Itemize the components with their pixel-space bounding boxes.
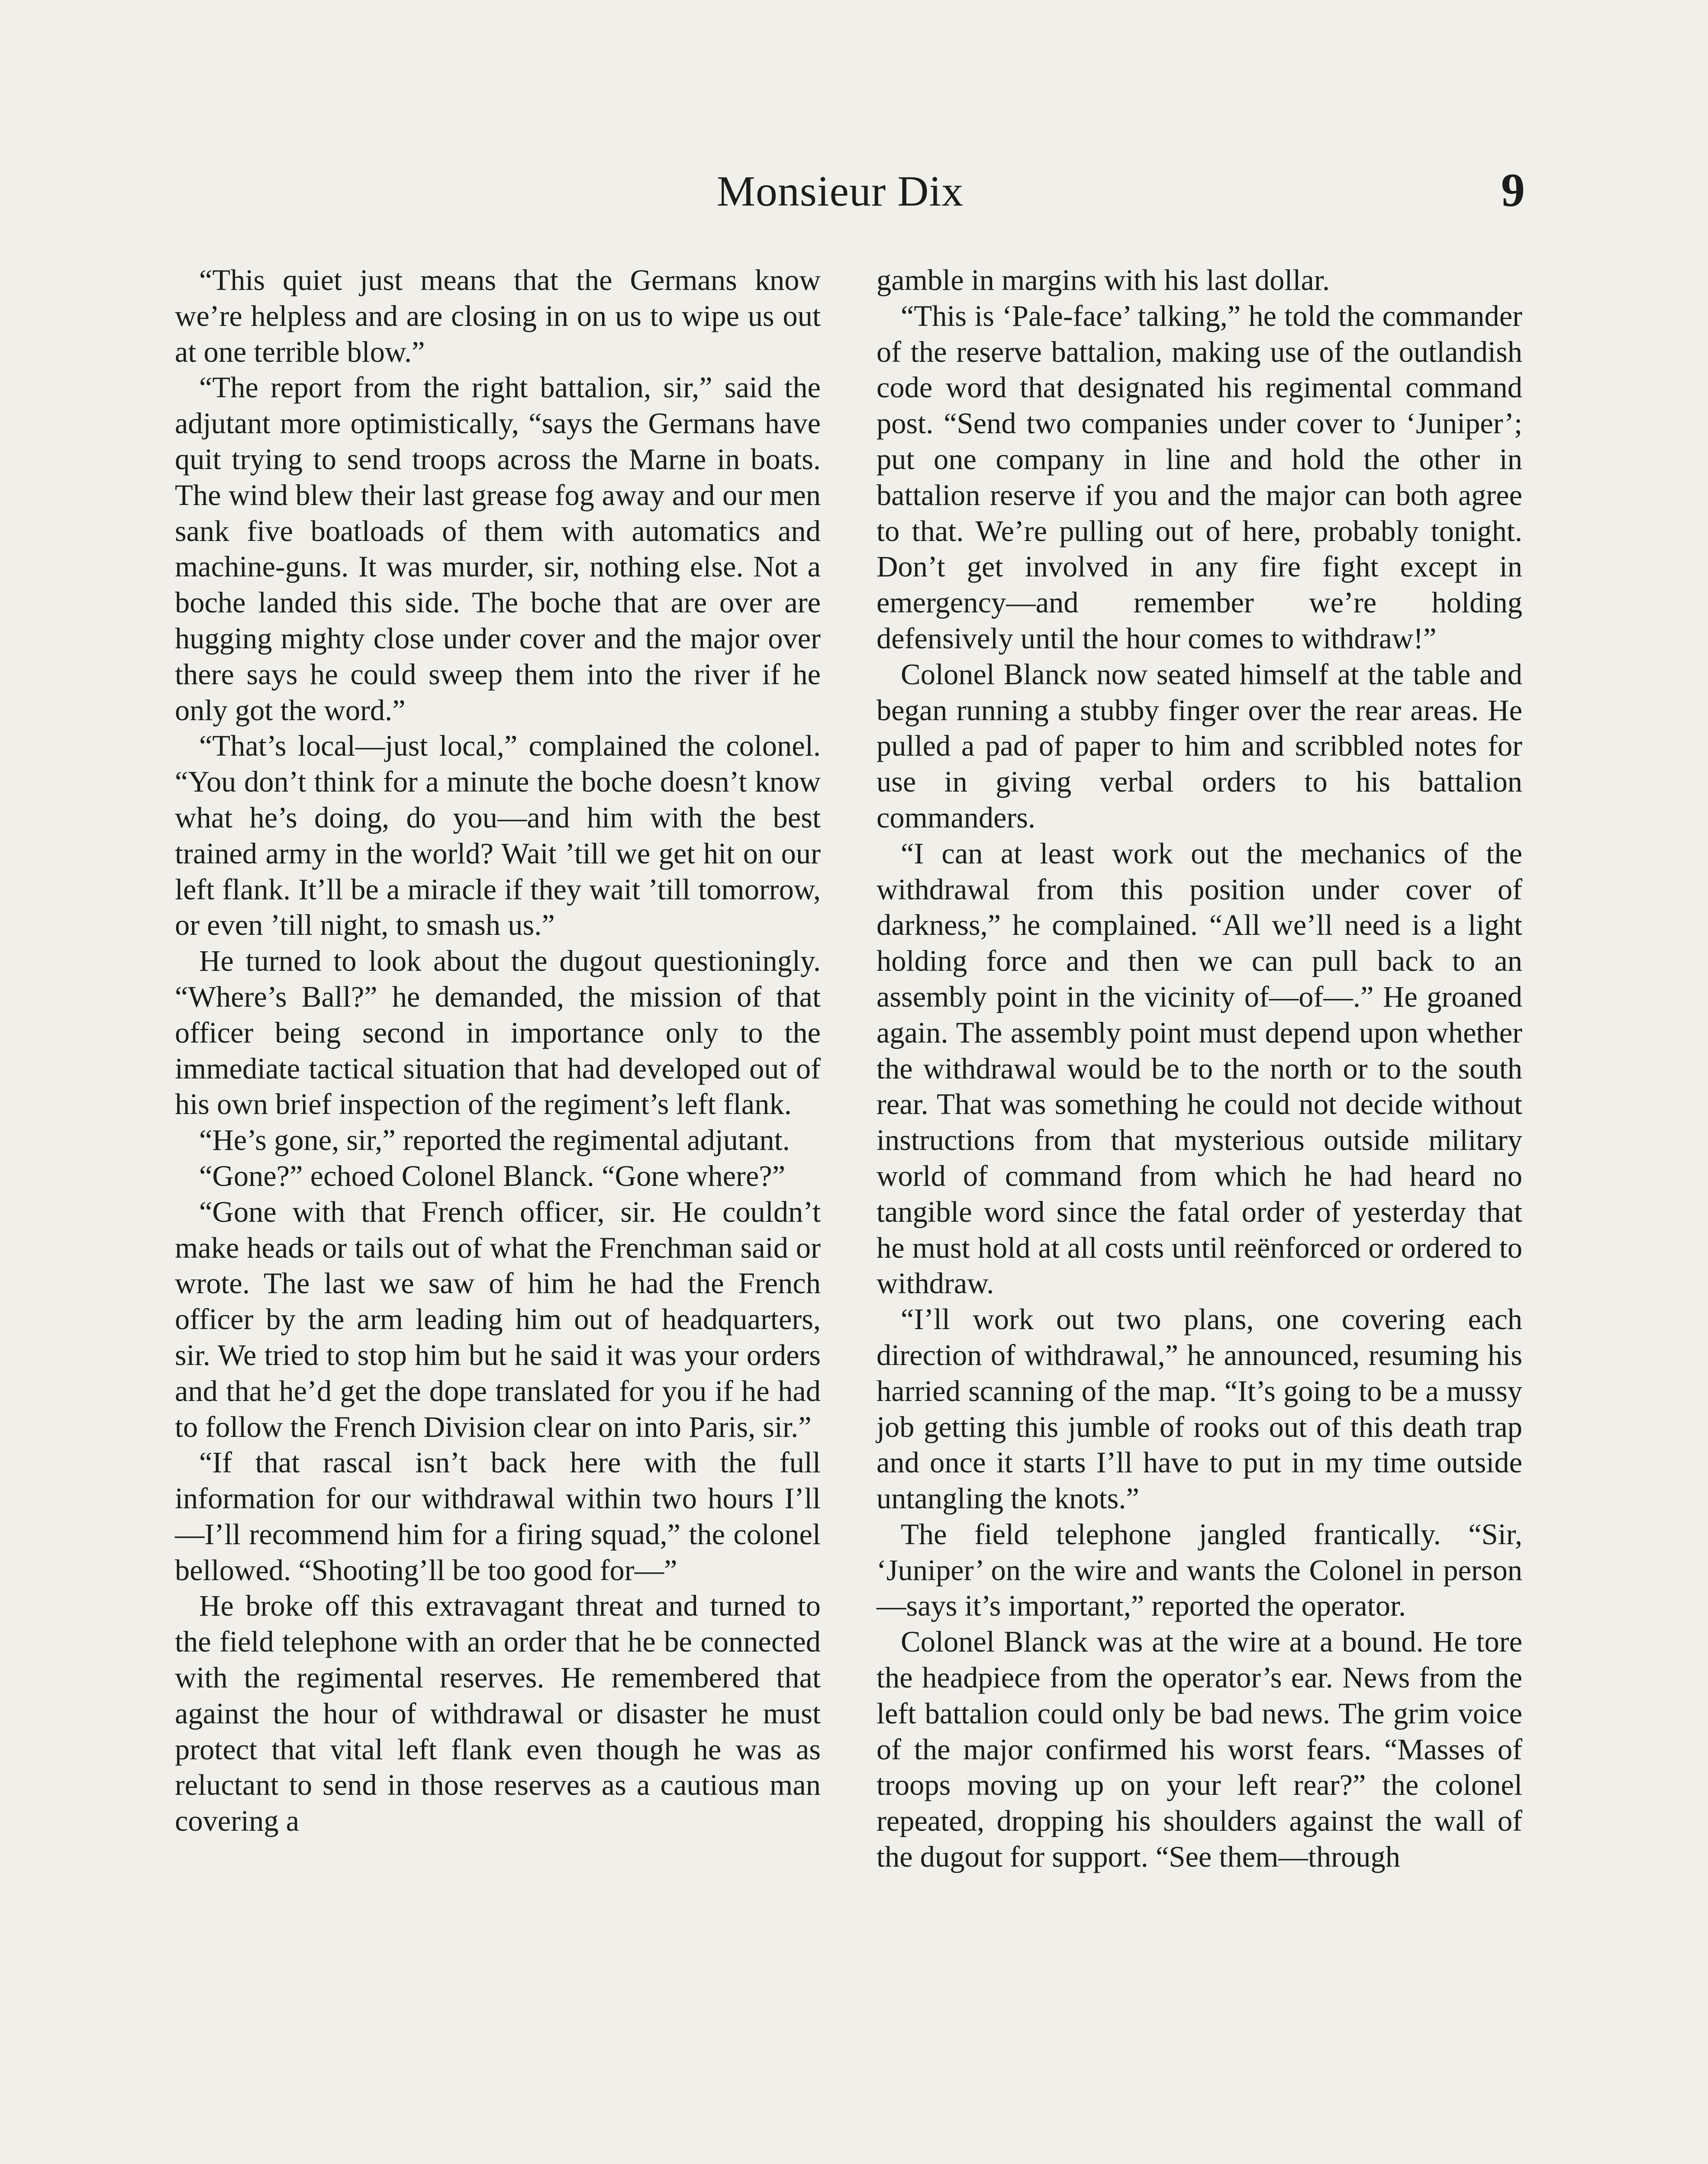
paragraph: “If that rascal isn’t back here with the full information for our withdrawal within two hours I’ll—I’ll recommend him for a firing squad,” the colonel bellowed. “Shooting’ll be too good for—” [175, 1446, 821, 1587]
paragraph-continuation: gamble in margins with his last dollar. [877, 264, 1330, 296]
paragraph: “Gone?” echoed Colonel Blanck. “Gone where?” [199, 1159, 786, 1192]
paragraph: “This is ‘Pale-face’ talking,” he told the commander of the reserve battalion, making use of the outlandish code word that designated his regimental command post. “Send two companies under cover to ‘Juniper’; put one company in line and hold the other in battalion reserve if you and the major can both agree to that. We’re pulling out of here, probably tonight. Don’t get involved in any fire fight except in emergency—and remember we’re holding defensively until the hour comes to withdraw!” [877, 299, 1522, 655]
paragraph: “He’s gone, sir,” reported the regimental adjutant. [199, 1124, 790, 1157]
paragraph: “That’s local—just local,” complained the colonel. “You don’t think for a minute the boche doesn’t know what he’s doing, do you—and him with the best trained army in the world? Wait ’till we get hit on our left flank. It’ll be a miracle if they wait ’till tomorrow, or even ’till night, to smash us.” [175, 729, 821, 942]
paragraph: He turned to look about the dugout questioningly. “Where’s Ball?” he demanded, the mission of that officer being second in importance only to the immediate tactical situation that had developed out of his own brief inspection of the regiment’s left flank. [175, 944, 821, 1121]
paragraph: He broke off this extravagant threat and turned to the field telephone with an order that he be connected with the regimental reserves. He remembered that against the hour of withdrawal or disaster he must protect that vital left flank even though he was as reluctant to send in those reserves as a cautious man covering a [175, 1589, 821, 1838]
paragraph: “The report from the right battalion, sir,” said the adjutant more optimistically, “says the Germans have quit trying to send troops across the Marne in boats. The wind blew their last grease fog away and our men sank five boatloads of them with automatics and machine-guns. It was murder, sir, nothing else. Not a boche landed this side. The boche that are over are hugging mighty close under cover and the major over there says he could sweep them into the river if he only got the word.” [175, 371, 821, 727]
page-number: 9 [1501, 164, 1525, 216]
paragraph: Colonel Blanck was at the wire at a bound. He tore the headpiece from the operator’s ear. News from the left battalion could only be bad news. The grim voice of the major confirmed his worst fears. “Masses of troops moving up on your left rear?” the colonel repeated, dropping his shoulders against the wall of the dugout for support. “See them—through [877, 1625, 1522, 1874]
running-head: Monsieur Dix [717, 167, 964, 215]
paragraph: Colonel Blanck now seated himself at the table and began running a stubby finger over the rear areas. He pulled a pad of paper to him and scribbled notes for use in giving verbal orders to his battalion commanders. [877, 657, 1522, 834]
paragraph: The field telephone jangled frantically. “Sir, ‘Juniper’ on the wire and wants the Colonel in person—says it’s important,” reported the operator. [877, 1517, 1522, 1623]
right-column [877, 262, 1522, 1875]
paragraph: “Gone with that French officer, sir. He couldn’t make heads or tails out of what the Frenchman said or wrote. The last we saw of him he had the French officer by the arm leading him out of headquarters, sir. We tried to stop him but he said it was your orders and that he’d get the dope translated for you if he had to follow the French Division clear on into Paris, sir.” [175, 1195, 821, 1443]
paragraph: “I’ll work out two plans, one covering each direction of withdrawal,” he announced, resuming his harried scanning of the map. “It’s going to be a mussy job getting this jumble of rooks out of this death trap and once it starts I’ll have to put in my time outside untangling the knots.” [877, 1303, 1522, 1515]
paragraph: “I can at least work out the mechanics of the withdrawal from this position under cover of darkness,” he complained. “All we’ll need is a light holding force and then we can pull back to an assembly point in the vicinity of—of—.” He groaned again. The assembly point must depend upon whether the withdrawal would be to the north or to the south rear. That was something he could not decide without instructions from that mysterious outside military world of command from which he had heard no tangible word since the fatal order of yesterday that he must hold at all costs until reënforced or ordered to withdraw. [877, 837, 1522, 1300]
paragraph: “This quiet just means that the Germans know we’re helpless and are closing in on us to wipe us out at one terrible blow.” [175, 264, 821, 368]
left-column [175, 262, 821, 1839]
